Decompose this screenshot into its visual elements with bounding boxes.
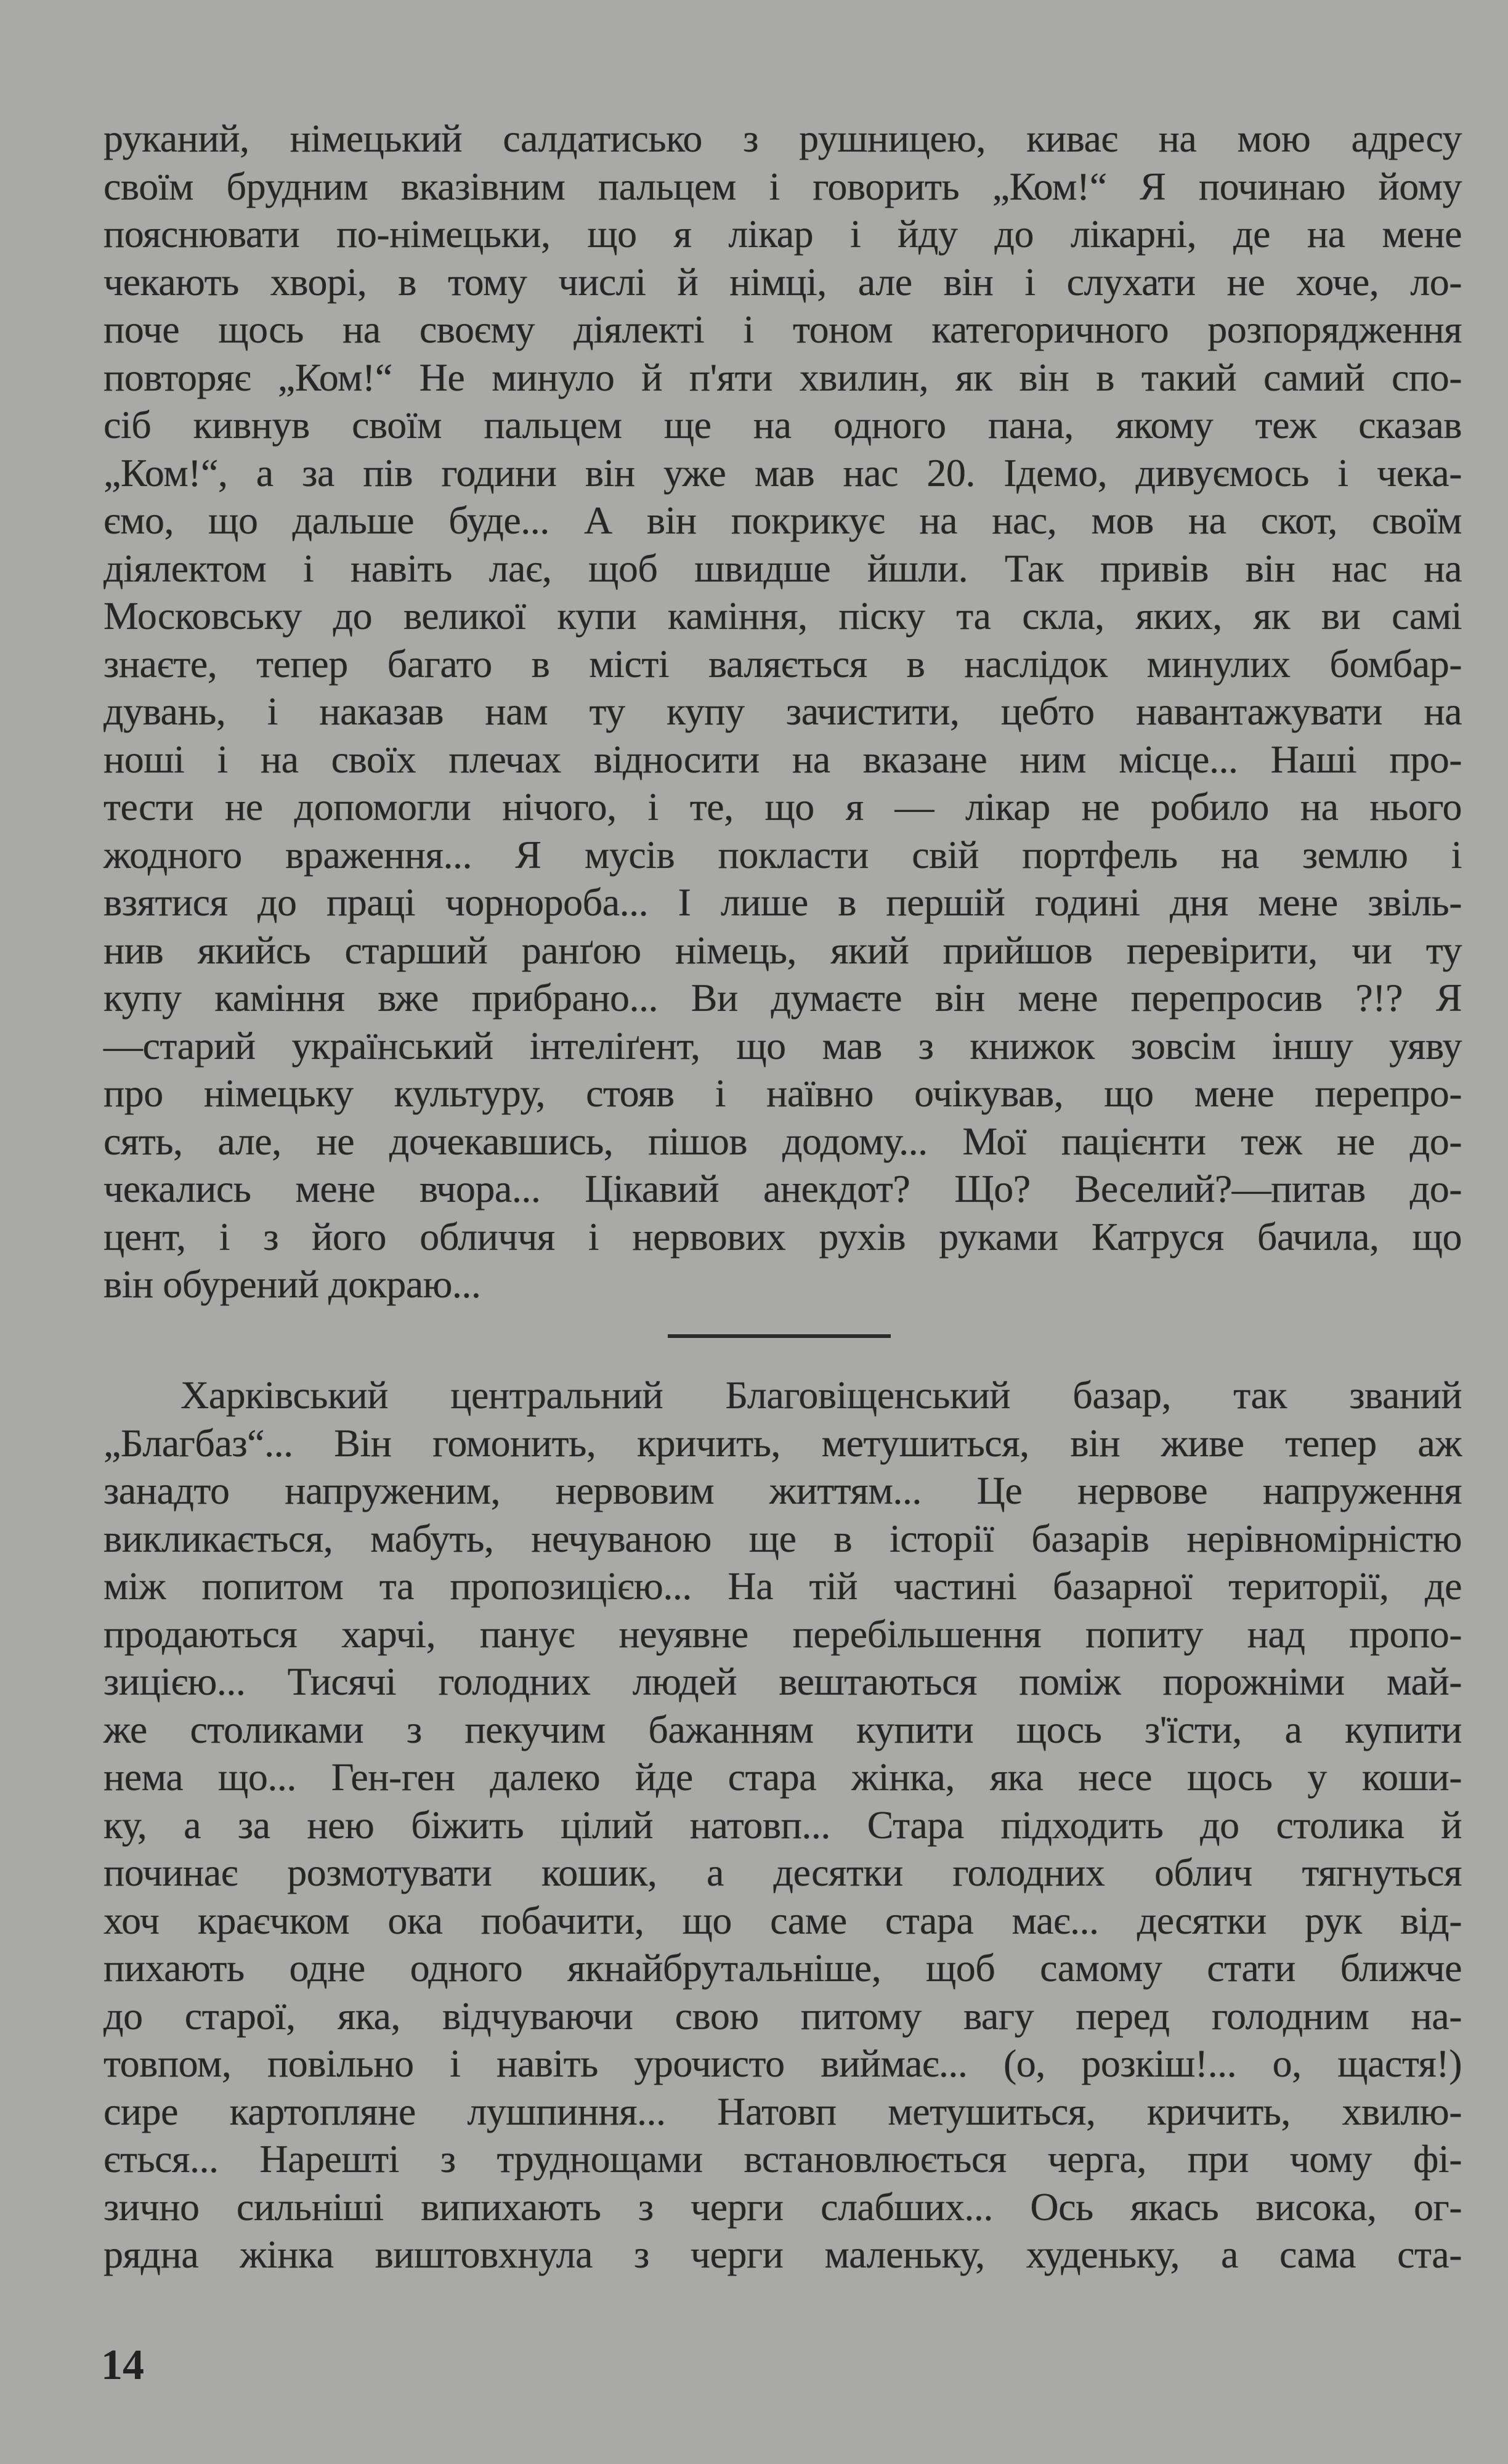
text-line: повторяє „Ком!“ Не минуло й п'яти хвилин, як він в такий самий спо- [103, 355, 1462, 399]
text-line: дувань, і наказав нам ту купу зачистити, цебто навантажувати на [103, 689, 1462, 733]
text-line: викликається, мабуть, нечуваною ще в історії базарів нерівномірністю [103, 1516, 1462, 1560]
text-line: пихають одне одного якнайбрутальніше, щоб самому стати ближче [103, 1946, 1462, 1990]
text-line: „Ком!“, а за пів години він уже мав нас 20. Ідемо, дивуємось і чека- [103, 450, 1462, 495]
paragraph-2 [103, 1371, 1462, 2279]
text-line: цент, і з його обличчя і нервових рухів руками Катруся бачила, що [103, 1214, 1462, 1258]
text-line: ку, а за нею біжить цілий натовп... Стара підходить до столика й [103, 1802, 1462, 1847]
text-line: сіб кивнув своїм пальцем ще на одного пана, якому теж сказав [103, 403, 1462, 447]
text-line: пояснювати по-німецьки, що я лікар і йду до лікарні, де на мене [103, 212, 1462, 256]
text-line: занадто напруженим, нервовим життям... Це нервове напруження [103, 1469, 1462, 1512]
text-line: ємо, що дальше буде... А він покрикує на нас, мов на скот, своїм [103, 498, 1462, 542]
text-line: своїм брудним вказівним пальцем і говорить „Ком!“ Я починаю йому [103, 164, 1462, 208]
text-line: до старої, яка, відчуваючи свою питому вагу перед голодним на- [103, 1993, 1462, 2038]
text-line: купу каміння вже прибрано... Ви думаєте він мене перепросив ?!? Я [103, 976, 1462, 1019]
text-line: він обурений докраю... [103, 1262, 481, 1306]
text-line: руканий, німецький салдатисько з рушницею, киває на мою адресу [103, 116, 1462, 160]
paragraph-1 [103, 115, 1462, 1308]
text-line: зично сильніші випихають з черги слабших... Ось якась висока, ог- [103, 2184, 1462, 2229]
page-number: 14 [101, 2341, 144, 2389]
text-line: —старий український інтеліґент, що мав з книжок зовсім іншу уяву [103, 1023, 1462, 1068]
section-divider [668, 1334, 891, 1338]
text-line: ноші і на своїх плечах відносити на вказане ним місце... Наші про- [103, 737, 1462, 781]
text-line: хоч краєчком ока побачити, що саме стара має... десятки рук від- [103, 1898, 1462, 1942]
text-line: взятися до праці чорнороба... І лише в першій годині дня мене звіль- [103, 880, 1462, 924]
text-line: сять, але, не дочекавшись, пішов додому... Мої пацієнти теж не до- [103, 1119, 1462, 1163]
text-line: Харківський центральний Благовіщенський базар, так званий [180, 1373, 1462, 1417]
text-line: знаєте, тепер багато в місті валяється в наслідок минулих бомбар- [103, 641, 1462, 686]
text-line: поче щось на своєму діялекті і тоном категоричного розпорядження [103, 307, 1462, 351]
text-line: зицією... Тисячі голодних людей вештаються поміж порожніми май- [103, 1660, 1462, 1703]
text-line: „Благбаз“... Він гомонить, кричить, метушиться, він живе тепер аж [103, 1420, 1462, 1465]
text-line: ється... Нарешті з труднощами встановлюється черга, при чому фі- [103, 2137, 1462, 2181]
text-line: чекають хворі, в тому числі й німці, але він і слухати не хоче, ло- [103, 259, 1462, 304]
text-line: про німецьку культуру, стояв і наївно очікував, що мене перепро- [103, 1071, 1462, 1115]
text-line: починає розмотувати кошик, а десятки голодних облич тягнуться [103, 1850, 1462, 1894]
text-line: Московську до великої купи каміння, піску та скла, яких, як ви самі [103, 594, 1462, 638]
text-line: продаються харчі, панує неуявне перебільшення попиту над пропо- [103, 1611, 1462, 1656]
text-line: товпом, повільно і навіть урочисто виймає... (о, розкіш!... о, щастя!) [103, 2041, 1462, 2085]
text-line: нема що... Ген-ген далеко йде стара жінка, яка несе щось у коши- [103, 1755, 1462, 1799]
text-line: сире картопляне лушпиння... Натовп метушиться, кричить, хвилю- [103, 2089, 1462, 2133]
text-line: чекались мене вчора... Цікавий анекдот? Що? Веселий?—питав до- [103, 1167, 1462, 1210]
text-line: же столиками з пекучим бажанням купити щось з'їсти, а купити [103, 1707, 1462, 1751]
text-line: жодного враження... Я мусів покласти свій портфель на землю і [103, 832, 1462, 877]
text-line: тести не допомогли нічого, і те, що я — лікар не робило на нього [103, 785, 1462, 829]
text-line: рядна жінка виштовхнула з черги маленьку, худеньку, а сама ста- [103, 2232, 1462, 2276]
text-line: діялектом і навіть лає, щоб швидше йшли. Так привів він нас на [103, 546, 1462, 590]
text-line: нив якийсь старший ранґою німець, який прийшов перевірити, чи ту [103, 928, 1462, 972]
text-line: між попитом та пропозицією... На тій частині базарної території, де [103, 1564, 1462, 1608]
